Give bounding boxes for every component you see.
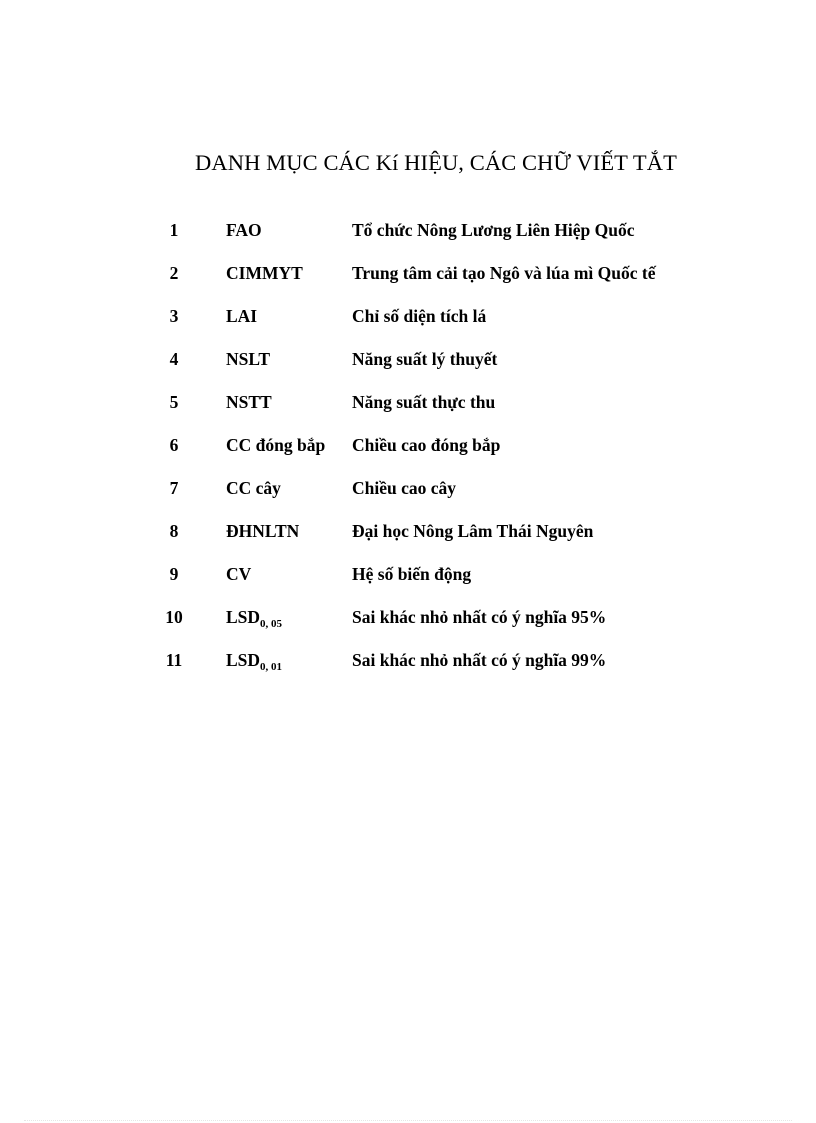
row-number: 9: [169, 564, 179, 584]
row-number: 1: [169, 220, 179, 240]
abbreviation-meaning: Tổ chức Nông Lương Liên Hiệp Quốc: [352, 220, 635, 240]
abbreviation: [226, 263, 303, 284]
abbreviation-meaning: Sai khác nhỏ nhất có ý nghĩa 95%: [352, 607, 607, 627]
row-number: 3: [169, 306, 179, 326]
abbreviation-subscript: 0, 05: [260, 618, 283, 630]
list-item: [0, 604, 816, 647]
row-number: 5: [169, 392, 179, 412]
list-item: [0, 475, 816, 518]
abbreviation: [226, 435, 325, 456]
row-number: 2: [169, 263, 179, 283]
abbreviation-meaning: Chiều cao cây: [352, 478, 457, 498]
list-item: [0, 432, 816, 475]
abbreviation-text: LSD: [226, 650, 261, 670]
abbreviation: [226, 564, 251, 585]
row-number: 7: [169, 478, 179, 498]
abbreviation-text: CC cây: [226, 478, 281, 498]
abbreviation-text: CV: [226, 564, 252, 584]
row-number: 6: [169, 435, 179, 455]
list-item: [0, 346, 816, 389]
abbreviation-text: CC đóng bắp: [226, 435, 326, 455]
abbreviation: [226, 650, 282, 671]
abbreviation-meaning: Năng suất lý thuyết: [352, 349, 498, 369]
abbreviation-meaning: Chỉ số diện tích lá: [352, 306, 487, 326]
abbreviation-meaning: Đại học Nông Lâm Thái Nguyên: [352, 521, 594, 541]
abbreviation: [226, 306, 257, 327]
abbreviation-list: [0, 217, 816, 690]
list-item: [0, 561, 816, 604]
row-number: 10: [165, 607, 183, 627]
list-item: [0, 518, 816, 561]
abbreviation-meaning: Hệ số biến động: [352, 564, 472, 584]
row-number: 4: [169, 349, 179, 369]
abbreviation: [226, 521, 299, 542]
abbreviation: [226, 220, 262, 241]
abbreviation-meaning: Sai khác nhỏ nhất có ý nghĩa 99%: [352, 650, 607, 670]
abbreviation-subscript: 0, 01: [260, 661, 283, 673]
abbreviation-meaning: Chiều cao đóng bắp: [352, 435, 501, 455]
list-item: [0, 647, 816, 690]
abbreviation-text: NSTT: [226, 392, 272, 412]
abbreviation: [226, 392, 272, 413]
abbreviation-text: ĐHNLTN: [226, 521, 300, 541]
abbreviation: [226, 607, 282, 628]
list-item: [0, 217, 816, 260]
page-title: DANH MỤC CÁC Kí HIỆU, CÁC CHỮ VIẾT TẮT: [195, 150, 677, 175]
abbreviation-text: NSLT: [226, 349, 271, 369]
abbreviation-meaning: Năng suất thực thu: [352, 392, 496, 412]
list-item: [0, 260, 816, 303]
abbreviation: [226, 478, 281, 499]
abbreviation-text: LSD: [226, 607, 261, 627]
row-number: 11: [165, 650, 183, 670]
abbreviation-text: FAO: [226, 220, 262, 240]
abbreviation-text: LAI: [226, 306, 258, 326]
abbreviation: [226, 349, 270, 370]
page-bottom-divider: [24, 1120, 792, 1121]
abbreviation-meaning: Trung tâm cải tạo Ngô và lúa mì Quốc tế: [352, 263, 656, 283]
list-item: [0, 389, 816, 432]
row-number: 8: [169, 521, 179, 541]
abbreviation-text: CIMMYT: [226, 263, 303, 283]
list-item: [0, 303, 816, 346]
